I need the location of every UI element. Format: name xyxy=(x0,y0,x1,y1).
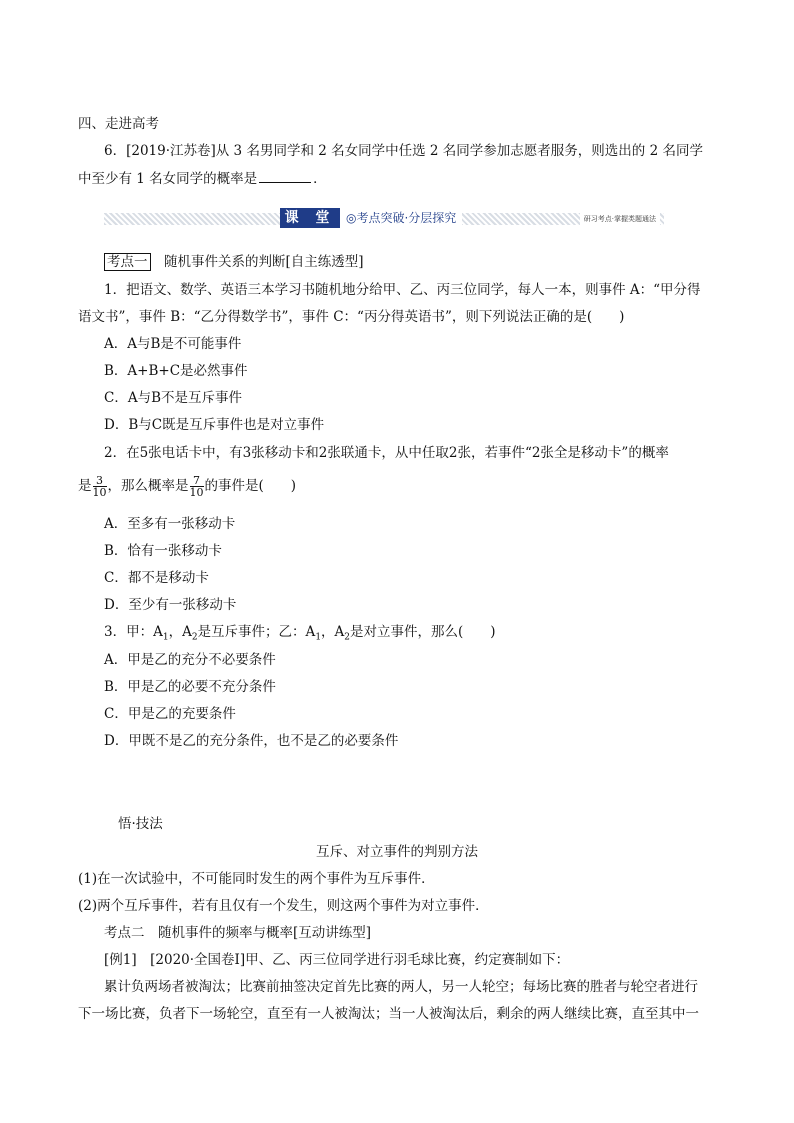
q3-stem xyxy=(104,622,496,648)
q2-text-a: 是 xyxy=(78,478,92,494)
q3-option-b: B．甲是乙的必要不充分条件 xyxy=(104,679,276,695)
q2-text-b: ，那么概率是 xyxy=(107,478,189,494)
method-label: 悟·技法 xyxy=(118,816,163,832)
q3-text: 3．甲：A xyxy=(104,624,163,640)
fraction-numerator: 7 xyxy=(190,475,204,487)
example1-line1: [例1] [2020·全国卷Ⅰ]甲、乙、丙三位同学进行羽毛球比赛，约定赛制如下： xyxy=(104,952,570,968)
fraction-denominator: 10 xyxy=(92,486,107,499)
q6-line2-text: 中至少有 1 名女同学的概率是 xyxy=(78,171,258,187)
q1-option-d: D．B与C既是互斥事件也是对立事件 xyxy=(104,417,325,433)
q2-option-b: B．恰有一张移动卡 xyxy=(104,543,222,559)
q3-option-a: A．甲是乙的充分不必要条件 xyxy=(104,652,276,668)
banner-tab: 课 堂 xyxy=(280,208,340,228)
subscript: 1 xyxy=(315,632,322,643)
subscript: 2 xyxy=(191,632,198,643)
fraction-7-10 xyxy=(190,475,204,498)
q1-option-a: A．A与B是不可能事件 xyxy=(104,336,242,352)
kp1-heading xyxy=(104,252,364,272)
q1-option-c: C．A与B不是互斥事件 xyxy=(104,390,242,406)
section-heading: 四、走进高考 xyxy=(78,116,159,132)
example1-line3: 下一场比赛，负者下一场轮空，直至有一人被淘汰；当一人被淘汰后，剩余的两人继续比赛，直至其中一 xyxy=(78,1006,699,1022)
q2-option-c: C．都不是移动卡 xyxy=(104,570,209,586)
q1-line2: 语文书”，事件 B：“乙分得数学书”，事件 C：“丙分得英语书”，则下列说法正确的是( ) xyxy=(78,309,625,325)
q3-option-d: D．甲既不是乙的充分条件，也不是乙的必要条件 xyxy=(104,733,399,749)
q3-text: ，A xyxy=(321,624,345,640)
q6-line2-end: ． xyxy=(313,171,327,187)
q2-line1: 2．在5张电话卡中，有3张移动卡和2张联通卡，从中任取2张，若事件“2张全是移动卡”的概率 xyxy=(104,445,669,461)
example1-line2: 累计负两场者被淘汰；比赛前抽签决定首先比赛的两人，另一人轮空；每场比赛的胜者与轮空者进行 xyxy=(104,979,698,995)
banner-right-text: 研习考点·掌握类题通法 xyxy=(580,211,660,227)
subscript: 2 xyxy=(344,632,351,643)
q6-line2 xyxy=(78,168,327,189)
subscript: 1 xyxy=(162,632,169,643)
q2-option-a: A．至多有一张移动卡 xyxy=(104,516,236,532)
q3-text: 是对立事件，那么( ) xyxy=(350,624,496,640)
kp2-heading: 考点二 随机事件的频率与概率[互动讲练型] xyxy=(104,925,372,941)
q1-option-b: B．A+B+C是必然事件 xyxy=(104,363,248,379)
method-point-1: (1)在一次试验中，不可能同时发生的两个事件为互斥事件． xyxy=(78,871,435,887)
q6-line1: 6．[2019·江苏卷]从 3 名男同学和 2 名女同学中任选 2 名同学参加志愿者服务，则选出的 2 名同学 xyxy=(104,143,703,159)
kp1-title: 随机事件关系的判断[自主练透型] xyxy=(164,254,364,270)
q1-line1: 1．把语文、数学、英语三本学习书随机地分给甲、乙、丙三位同学，每人一本，则事件 A：“甲分得 xyxy=(104,282,701,298)
kp1-box: 考点一 xyxy=(104,253,151,271)
fraction-denominator: 10 xyxy=(189,486,204,499)
answer-blank xyxy=(259,168,311,183)
method-point-2: (2)两个互斥事件，若有且仅有一个发生，则这两个事件为对立事件． xyxy=(78,898,489,914)
q2-option-d: D．至少有一张移动卡 xyxy=(104,597,237,613)
q3-text: ，A xyxy=(168,624,192,640)
fraction-3-10 xyxy=(93,475,107,498)
fraction-numerator: 3 xyxy=(93,475,107,487)
method-title: 互斥、对立事件的判别方法 xyxy=(316,844,478,860)
q2-text-c: 的事件是( ) xyxy=(204,478,297,494)
section-banner xyxy=(104,207,664,231)
q2-line2 xyxy=(78,475,296,498)
q3-option-c: C．甲是乙的充要条件 xyxy=(104,706,236,722)
q3-text: 是互斥事件；乙：A xyxy=(197,624,316,640)
banner-subtitle: ◎考点突破·分层探究 xyxy=(340,208,462,228)
